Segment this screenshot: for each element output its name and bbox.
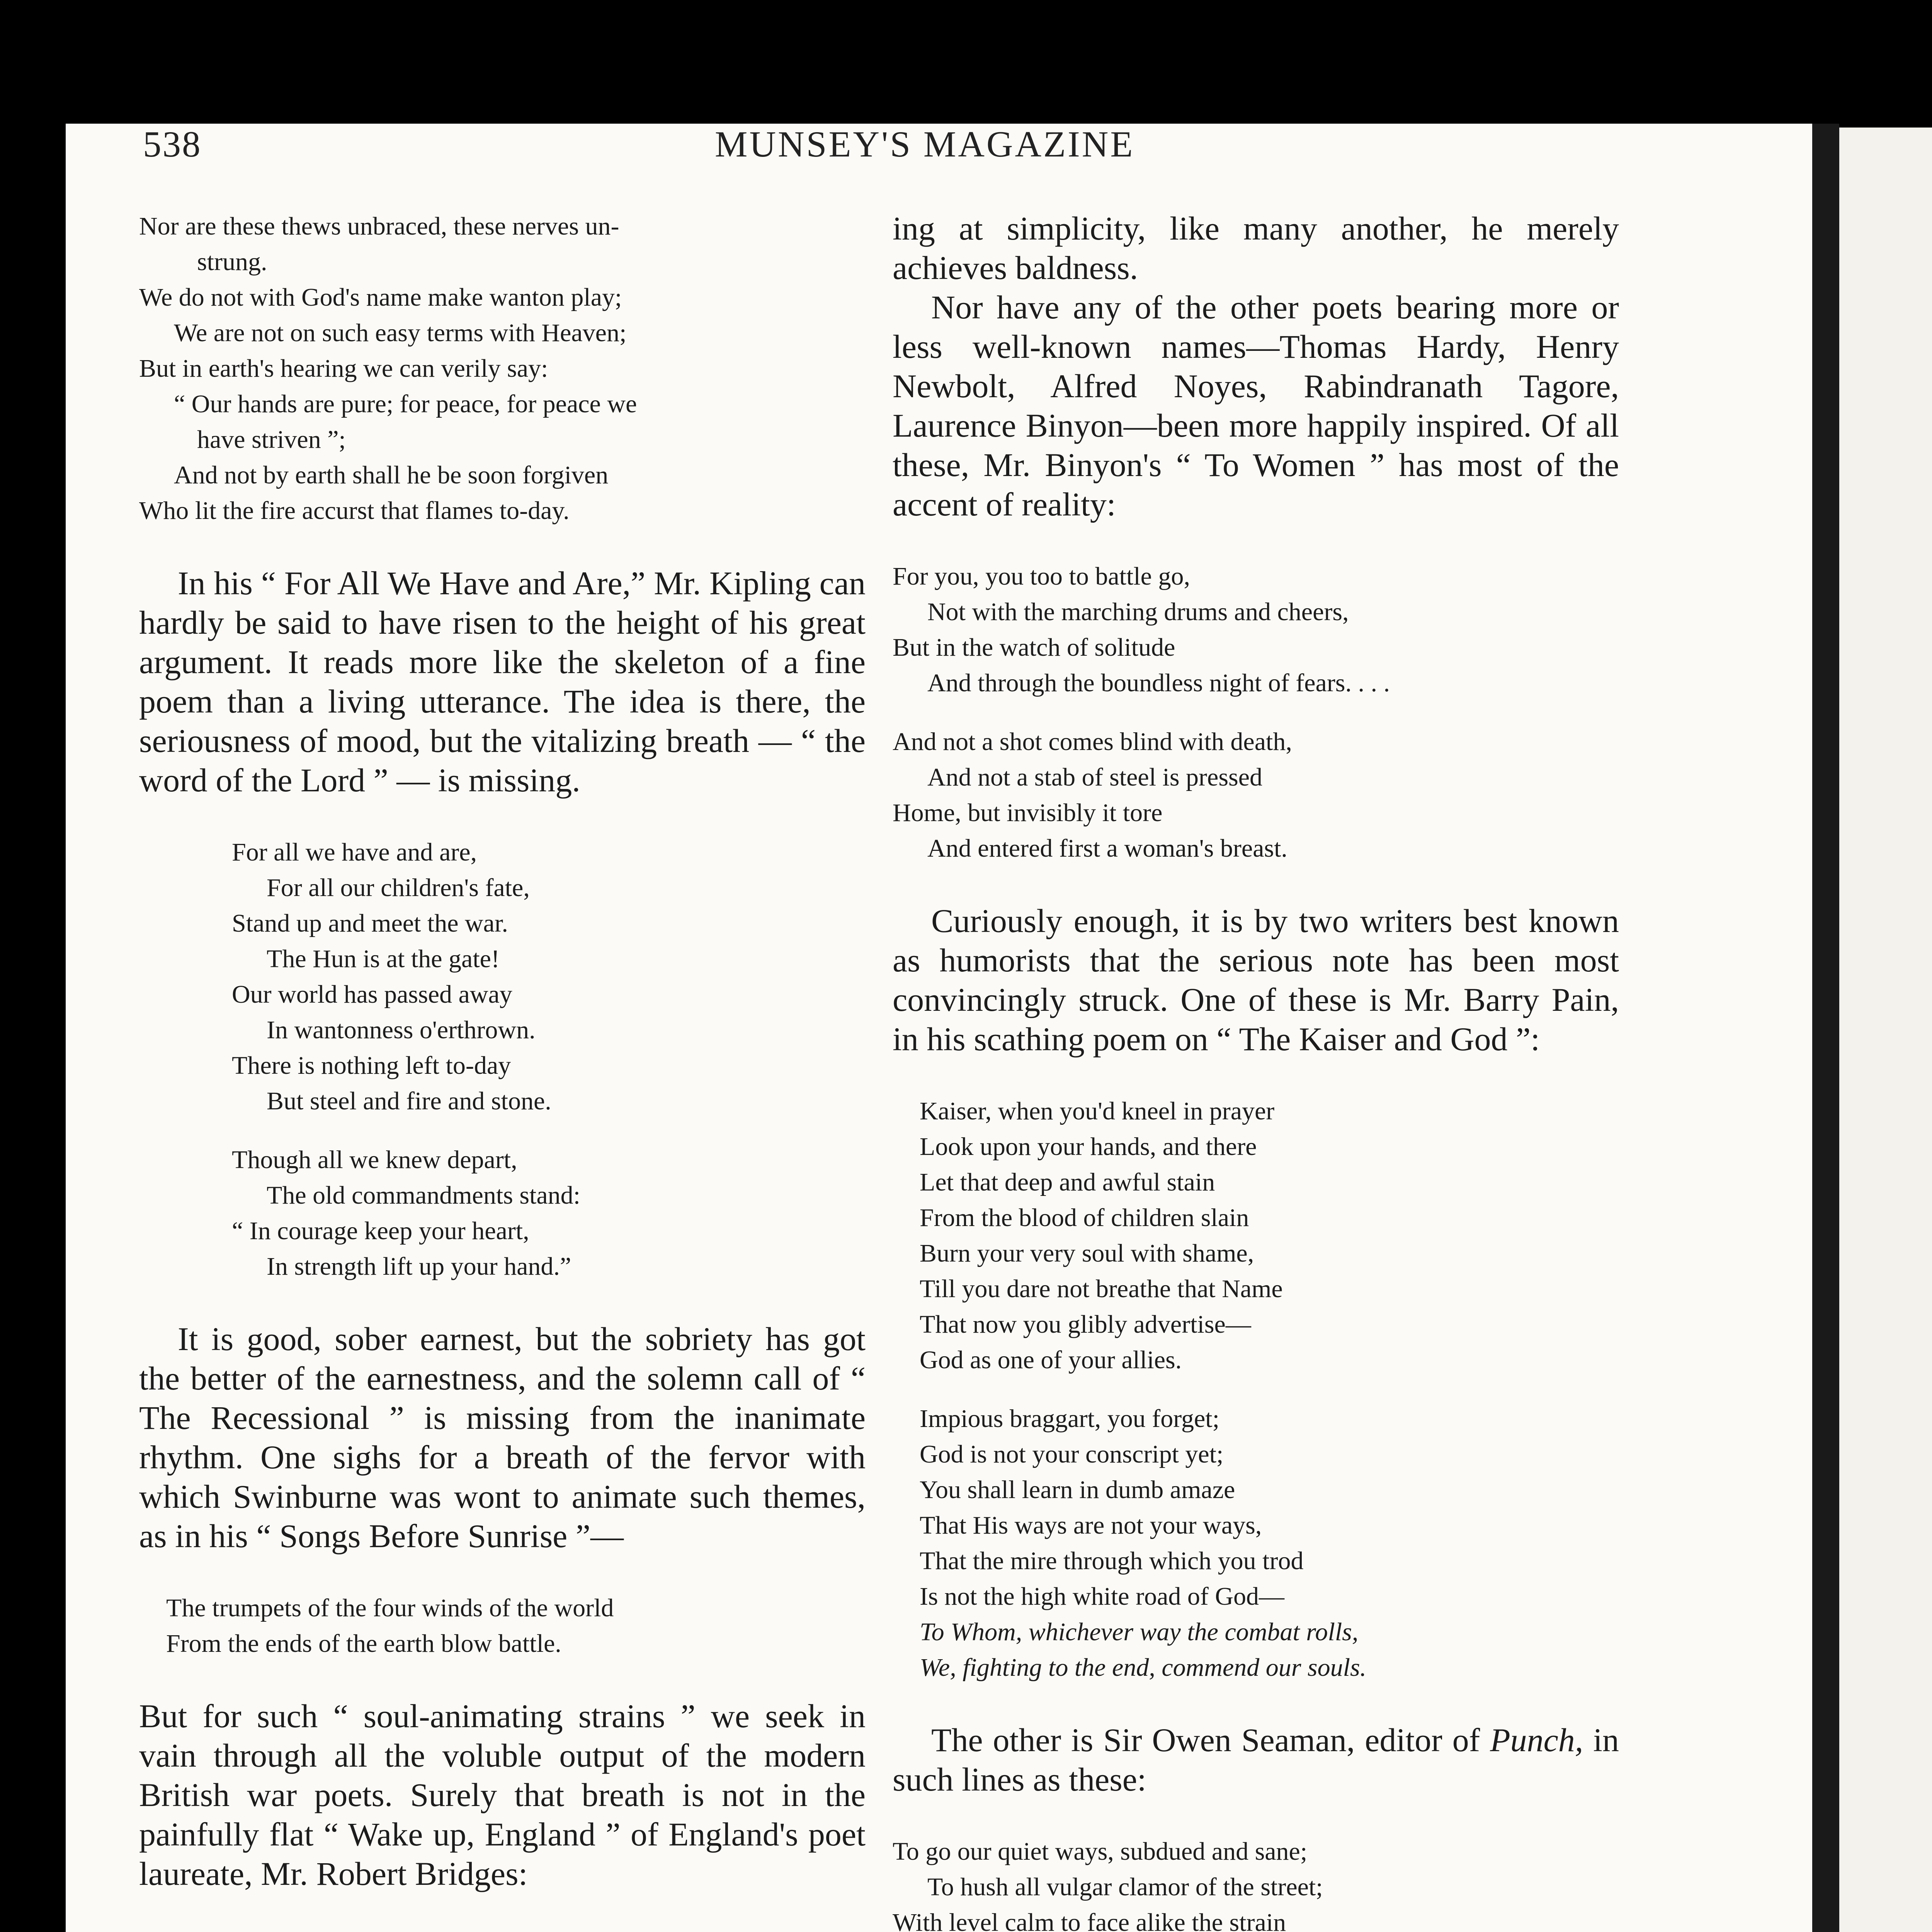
poem-line: We do not with God's name make wanton play; <box>139 283 622 311</box>
poem-line: Our world has passed away <box>232 980 512 1009</box>
poem-line: There is nothing left to-day <box>232 1051 511 1080</box>
poem-line: We are not on such easy terms with Heaven; <box>174 319 627 347</box>
poem-line: And not a stab of steel is pressed <box>927 763 1262 791</box>
page-header <box>0 123 1932 177</box>
poem-line: To hush all vulgar clamor of the street; <box>927 1873 1323 1901</box>
body-paragraph <box>893 1720 1619 1799</box>
poem-excerpt <box>893 1401 1619 1685</box>
poem-line: That now you glibly advertise— <box>920 1310 1251 1338</box>
gutter-shadow <box>1812 124 1839 1932</box>
poem-line: To Whom, whichever way the combat rolls, <box>920 1618 1359 1646</box>
poem-line: And through the boundless night of fears. . . . <box>927 669 1390 697</box>
body-paragraph: But for such “ soul-animating strains ” we seek in vain through all the voluble output of the modern British war poets. Surely that breath is not in the painfully flat “ Wake up, England ” of England's poet laureate, Mr. Robert Bridges: <box>139 1697 866 1892</box>
poem-line: Is not the high white road of God— <box>920 1582 1285 1611</box>
poem-line: Though all we knew depart, <box>232 1146 517 1174</box>
poem-line: And not by earth shall he be soon forgiven <box>174 461 609 489</box>
left-column <box>139 209 866 1932</box>
body-text: The other is Sir Owen Seaman, editor of <box>931 1721 1490 1759</box>
poem-line: In strength lift up your hand.” <box>267 1252 571 1281</box>
poem-line: But in earth's hearing we can verily say: <box>139 354 548 383</box>
poem-line: Not with the marching drums and cheers, <box>927 598 1349 626</box>
body-paragraph: ing at simplicity, like many another, he merely achieves baldness. <box>893 210 1619 286</box>
poem-line: To go our quiet ways, subdued and sane; <box>893 1837 1308 1866</box>
poem-line: But steel and fire and stone. <box>267 1087 551 1115</box>
poem-excerpt <box>893 1834 1619 1932</box>
body-paragraph: In his “ For All We Have and Are,” Mr. Kipling can hardly be said to have risen to the height of his great argument. It reads more like the skeleton of a fine poem than a living utterance. The idea is there, the seriousness of mood, but the vitalizing breath — “ the word of the Lord ” — is missing. <box>139 565 866 799</box>
poem-line: That the mire through which you trod <box>920 1547 1304 1575</box>
poem-excerpt <box>893 1094 1619 1378</box>
poem-line: Who lit the fire accurst that flames to-day. <box>139 497 570 525</box>
poem-line: Kaiser, when you'd kneel in prayer <box>920 1097 1275 1125</box>
poem-line: From the blood of children slain <box>920 1204 1249 1232</box>
poem-line: Burn your very soul with shame, <box>920 1239 1254 1267</box>
poem-line: From the ends of the earth blow battle. <box>166 1629 561 1658</box>
poem-line: Let that deep and awful stain <box>920 1168 1215 1196</box>
poem-line: You shall learn in dumb amaze <box>920 1476 1235 1504</box>
body-paragraph: Nor have any of the other poets bearing more or less well-known names—Thomas Hardy, Henry Newbolt, Alfred Noyes, Rabindranath Tagore, Laurence Binyon—been more happily inspired. Of all these, Mr. Binyon's “ To Women ” has most of the accent of reality: <box>893 289 1619 523</box>
poem-line: Look upon your hands, and there <box>920 1133 1257 1161</box>
poem-line: Till you dare not breathe that Name <box>920 1275 1283 1303</box>
poem-line: Stand up and meet the war. <box>232 909 508 937</box>
poem-line: And not a shot comes blind with death, <box>893 728 1292 756</box>
poem-line: The Hun is at the gate! <box>267 945 500 973</box>
poem-excerpt <box>893 724 1619 866</box>
poem-line: Nor are these thews unbraced, these nerves un- <box>139 212 619 240</box>
body-text: in such lines as these: <box>893 1721 1619 1798</box>
poem-line: “ In courage keep your heart, <box>232 1217 529 1245</box>
poem-line: But in the watch of solitude <box>893 633 1175 662</box>
body-paragraph: It is good, sober earnest, but the sobriety has got the better of the earnestness, and the solemn call of “ The Recessional ” is missing from the inanimate rhythm. One sighs for a breath of the fervor with which Swinburne was wont to animate such themes, as in his “ Songs Before Sunrise ”— <box>139 1320 866 1554</box>
poem-line: For you, you too to battle go, <box>893 562 1190 590</box>
poem-line: God as one of your allies. <box>920 1346 1182 1374</box>
poem-excerpt <box>893 559 1619 701</box>
poem-line: have striven ”; <box>197 425 346 454</box>
poem-line: strung. <box>197 248 267 276</box>
poem-line: Impious braggart, you forget; <box>920 1405 1219 1433</box>
poem-excerpt <box>139 1928 866 1932</box>
poem-line: “ Our hands are pure; for peace, for peace we <box>174 390 637 418</box>
poem-line: Home, but invisibly it tore <box>893 799 1163 827</box>
poem-excerpt <box>139 835 866 1119</box>
poem-excerpt <box>139 209 866 529</box>
poem-line: And entered first a woman's breast. <box>927 834 1287 862</box>
poem-line: That His ways are not your ways, <box>920 1511 1262 1539</box>
poem-line: For all our children's fate, <box>267 874 530 902</box>
poem-line: The trumpets of the four winds of the world <box>166 1594 614 1622</box>
poem-line: God is not your conscript yet; <box>920 1440 1224 1468</box>
poem-excerpt <box>139 1590 866 1662</box>
running-head: MUNSEY'S MAGAZINE <box>715 124 1135 165</box>
facing-page-edge <box>1839 128 1932 1932</box>
poem-line: With level calm to face alike the strain <box>893 1908 1286 1932</box>
body-paragraph: Curiously enough, it is by two writers best known as humorists that the serious note has been most convincingly struck. One of these is Mr. Barry Pain, in his scathing poem on “ The Kaiser and God ”: <box>893 902 1619 1058</box>
poem-excerpt <box>139 1142 866 1284</box>
poem-line: For all we have and are, <box>232 838 477 866</box>
poem-line <box>255 1928 866 1932</box>
poem-line: We, fighting to the end, commend our souls. <box>920 1653 1367 1682</box>
page-number: 538 <box>143 124 202 165</box>
poem-line: In wantonness o'erthrown. <box>267 1016 536 1044</box>
italic-term: Punch, <box>1490 1721 1583 1759</box>
poem-line: The old commandments stand: <box>267 1181 581 1209</box>
right-column <box>893 209 1619 1932</box>
